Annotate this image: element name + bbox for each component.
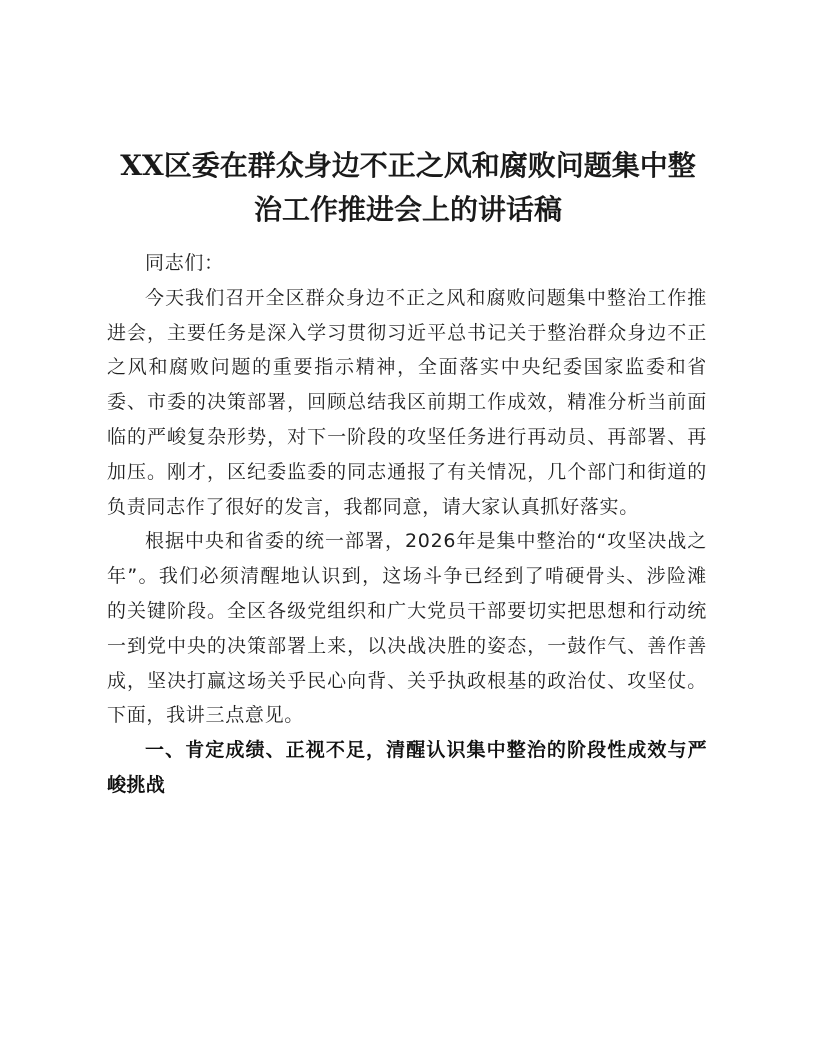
section-heading-1: 一、肯定成绩、正视不足，清醒认识集中整治的阶段性成效与严峻挑战: [107, 739, 707, 796]
salutation: 同志们：: [145, 252, 224, 274]
document-title: [100, 144, 716, 232]
paragraph-deployment: 根据中央和省委的统一部署，2026年是集中整治的“攻坚决战之年”。我们必须清醒地认识到，这场斗争已经到了啃硬骨头、涉险滩的关键阶段。全区各级党组织和广大党员干部要切实把思想和行动统一到党中央的决策部署上来，以决战决胜的姿态，一鼓作气、善作善成，坚决打赢这场关乎民心向背、关乎执政根基的政治仗、攻坚仗。下面，我讲三点意见。: [107, 530, 707, 727]
title-line-1: XX区委在群众身边不正之风和腐败问题集中整: [120, 149, 696, 182]
document-body: [107, 246, 707, 803]
paragraph-opening: 今天我们召开全区群众身边不正之风和腐败问题集中整治工作推进会，主要任务是深入学习贯彻习近平总书记关于整治群众身边不正之风和腐败问题的重要指示精神，全面落实中央纪委国家监委和省委、市委的决策部署，回顾总结我区前期工作成效，精准分析当前面临的严峻复杂形势，对下一阶段的攻坚任务进行再动员、再部署、再加压。刚才，区纪委监委的同志通报了有关情况，几个部门和街道的负责同志作了很好的发言，我都同意，请大家认真抓好落实。: [107, 286, 707, 518]
title-line-2: 治工作推进会上的讲话稿: [253, 193, 562, 226]
